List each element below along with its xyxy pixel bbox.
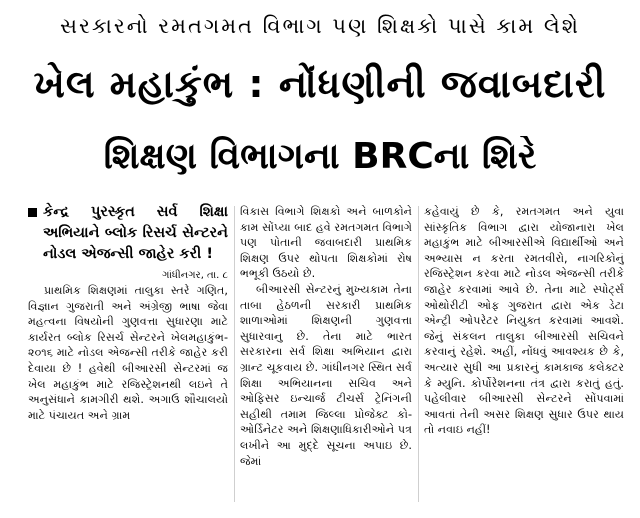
column-1-text: પ્રાથમિક શિક્ષણમાં તાલુકા સ્તરે ગણિત, વિજ્ઞાન ગુજરાતી અને અંગ્રેજી ભાષા જેવા મહત્વના વિષયોની ગુણવત્તા સુધારણા માટે કાર્યરત બ્લોક રિસર્ચ સેન્ટરને ખેલમહાકુંભ- ૨૦૧૬ માટે નોડલ એજન્સી તરીકે જાહેર કરી દેવાયા છે ! હવેથી બીઆરસી સેન્ટરમાં જ ખેલ મહાકુંભ માટે રજિસ્ટ્રેશનથી લઇને તે અનુસંધાને કામગીરી થશે. અગાઉ શૌચાલયો માટે પંચાયત અને ગ્રામ xyxy=(28,284,228,422)
highlight-box xyxy=(28,202,228,265)
article-headline: ખેલ મહાકુંભ : નોંધણીની જવાબદારી xyxy=(33,62,607,106)
article-kicker: સરકારનો રમતગમત વિભાગ પણ શિક્ષકો પાસે કામ લેશે xyxy=(60,14,580,38)
article-column-3 xyxy=(424,204,624,518)
square-bullet-icon xyxy=(28,208,37,217)
column-3-text: કહેવાયું છે કે, રમતગમત અને યુવા સાંસ્કૃતિક વિભાગ દ્વારા યોજાનારા ખેલ મહાકુંભ માટે બીઆરસીએ વિદ્યાર્થીઓ અને અભ્યાસ ન કરતા રમતવીરો, નાગરિકોનું રજિસ્ટ્રેશન કરવા માટે નોડલ એજન્સી તરીકે જાહેર કરવામાં આવે છે. તેના માટે સ્પોર્ટ્સ ઓથોરીટી ઓફ ગુજરાત દ્વારા એક ડેટા એન્ટ્રી ઓપરેટર નિયુક્ત કરવામાં આવશે. જેનું સંકલન તાલુકા બીઆરસી સચિવને કરવાનું રહેશે. અહીં, નોંધવું આવશ્યક છે કે, અત્યાર સુધી આ પ્રકારનું કામકાજ કલેક્ટર કે મ્યુનિ. કોર્પોરેશનના તંત્ર દ્વારા કરાતું હતું. પહેલીવાર બીઆરસી સેન્ટરને સોંપવામાં આવતાં તેની અસર શિક્ષણ સુધાર ઉપર થાય તો નવાઇ નહીં! xyxy=(424,205,624,437)
dateline: ગાંધીનગર, તા. ૮ xyxy=(162,270,228,281)
highlight-text: કેન્દ્ર પુરસ્કૃત સર્વ શિક્ષા અભિયાને બ્લોક રિસર્ચ સેન્ટરને નોડલ એજન્સી જાહેર કરી ! xyxy=(43,204,228,262)
article-subheadline: શિક્ષણ વિભાગના BRCના શિરે xyxy=(103,136,537,177)
article-body xyxy=(0,196,640,510)
column-divider xyxy=(418,206,419,502)
column-2-paragraph-2: બીઆરસી સેન્ટરનું મુખ્યકામ તેના તાબા હેઠળની સરકારી પ્રાથમિક શાળાઓમાં શિક્ષણની ગુણવત્તા સુધારવાનુ છે. તેના માટે ભારત સરકારના સર્વ શિક્ષા અભિયાન દ્વારા ગ્રાન્ટ ચૂકવાય છે. ગાંધીનગર સ્થિત સર્વ શિક્ષા અભિયાનના સચિવ અને ઓફિસર ઇન્ચાર્જ ટીચર્સ ટ્રેનિંગની સહીથી તમામ જિલ્લા પ્રોજેક્ટ કો-ઓર્ડિનેટર અને શિક્ષણાધિકારીઓને પત્ર લખીને આ મુદ્દે સૂચના અપાઇ છે. જેમાં xyxy=(240,282,412,468)
column-2-paragraph-1: વિકાસ વિભાગે શિક્ષકો અને બાળકોને કામ સોંપ્યા બાદ હવે રમતગમત વિભાગે પણ પોતાની જવાબદારી પ્રાથમિક શિક્ષણ ઉપર થોપતા શિક્ષકોમાં રોષ ભભૂકી ઉઠયો છે. xyxy=(240,205,412,281)
column-divider xyxy=(234,206,235,502)
article-column-1 xyxy=(28,196,228,510)
article-column-2 xyxy=(240,204,412,518)
